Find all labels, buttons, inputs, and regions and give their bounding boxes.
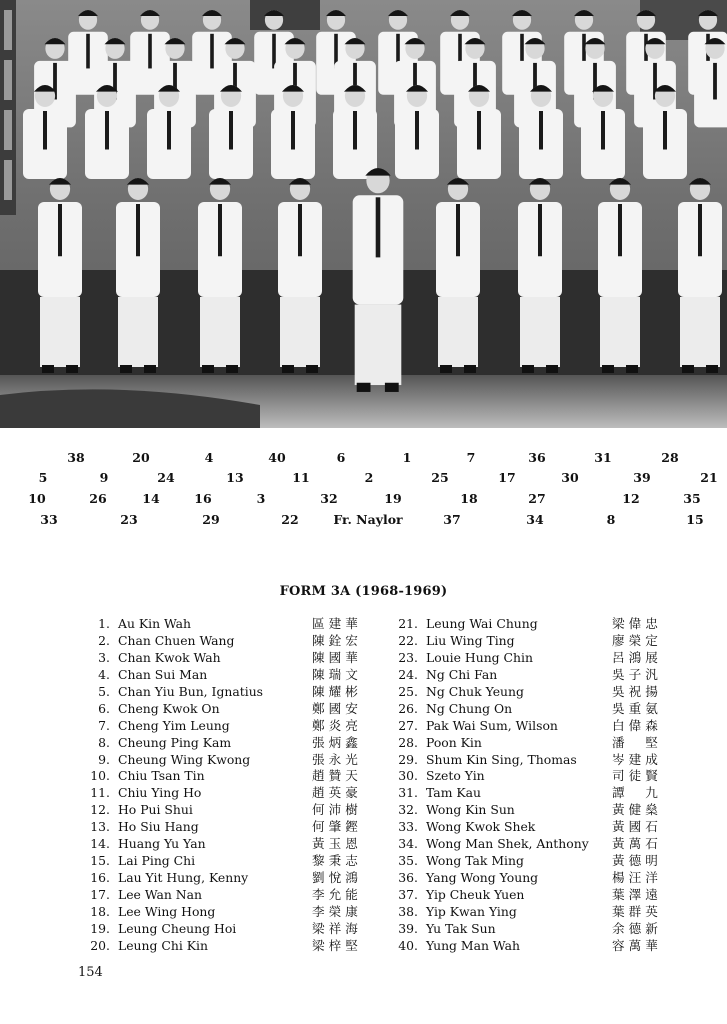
student-row [384, 701, 684, 718]
student-row [384, 887, 684, 904]
student-chinese-name: 廖榮定 [612, 632, 662, 648]
student-chinese-name: 黃玉恩 [312, 836, 362, 852]
student-chinese-name: 陳國華 [312, 649, 362, 665]
student-number: 17. [90, 887, 110, 902]
student-row [76, 785, 376, 802]
key-number: 10 [28, 491, 46, 506]
student-chinese-name: 梁祥海 [312, 920, 362, 936]
student-english-name: Chan Sui Man [118, 666, 208, 682]
student-chinese-name: 趙英豪 [312, 785, 362, 801]
student-english-name: Ng Chuk Yeung [426, 683, 524, 699]
key-number: 34 [526, 512, 544, 527]
photo-key [0, 440, 727, 540]
student-chinese-name: 張永光 [312, 751, 362, 767]
student-chinese-name: 余德新 [612, 920, 662, 936]
student-row [384, 633, 684, 650]
student-row [76, 752, 376, 769]
student-row [76, 718, 376, 735]
student-row [76, 938, 376, 955]
student-english-name: Cheng Kwok On [118, 700, 220, 716]
student-chinese-name: 張炳鑫 [312, 734, 362, 750]
student-english-name: Au Kin Wah [118, 616, 192, 631]
student-english-name: Lee Wing Hong [118, 903, 216, 919]
student-english-name: Chan Chuen Wang [118, 632, 235, 648]
student-chinese-name: 鄭國安 [312, 700, 362, 716]
student-chinese-name: 司徒賢 [612, 768, 662, 784]
student-row [76, 667, 376, 684]
student-row [76, 633, 376, 650]
student-chinese-name: 吳子汎 [612, 666, 662, 682]
student-chinese-name: 梁偉忠 [612, 616, 662, 631]
key-number: 24 [157, 470, 175, 485]
student-english-name: Poon Kin [426, 734, 482, 750]
student-english-name: Louie Hung Chin [426, 649, 533, 665]
student-number: 18. [90, 903, 110, 919]
student-chinese-name: 梁梓堅 [312, 937, 362, 953]
student-number: 19. [90, 920, 110, 936]
student-chinese-name: 楊汪洋 [612, 870, 662, 886]
student-number: 27. [398, 717, 418, 733]
student-number: 4. [98, 666, 110, 682]
student-english-name: Szeto Yin [426, 768, 485, 784]
student-row [384, 785, 684, 802]
student-english-name: Cheung Ping Kam [118, 734, 232, 750]
key-number: 11 [292, 470, 310, 485]
form-title: FORM 3A (1968-1969) [279, 584, 448, 599]
student-number: 24. [398, 666, 418, 682]
key-number: 25 [431, 470, 449, 485]
student-row [76, 921, 376, 938]
student-row [384, 802, 684, 819]
key-number: 38 [67, 450, 85, 465]
student-row [76, 802, 376, 819]
student-english-name: Wong Tak Ming [426, 853, 524, 869]
student-chinese-name: 何肇鏗 [312, 819, 362, 835]
student-english-name: Ho Pui Shui [118, 802, 193, 818]
student-chinese-name: 區建華 [312, 616, 362, 631]
key-number: 19 [384, 491, 402, 506]
key-number: 4 [204, 450, 214, 465]
student-number: 31. [398, 785, 418, 801]
student-row [384, 616, 684, 633]
student-row [384, 938, 684, 955]
student-chinese-name: 葉群英 [612, 903, 662, 919]
student-english-name: Lai Ping Chi [118, 853, 196, 869]
student-number: 29. [398, 751, 418, 767]
student-number: 33. [398, 819, 418, 835]
student-chinese-name: 呂鴻展 [612, 649, 662, 665]
student-chinese-name: 白偉森 [612, 717, 662, 733]
key-number: 26 [89, 491, 107, 506]
student-chinese-name: 吳祝揚 [612, 683, 662, 699]
student-number: 23. [398, 649, 418, 665]
student-chinese-name: 黎秉志 [312, 853, 362, 869]
key-number: 13 [226, 470, 244, 485]
student-chinese-name: 岑建成 [612, 751, 662, 767]
student-row [76, 819, 376, 836]
key-number: 15 [686, 512, 704, 527]
student-english-name: Cheung Wing Kwong [118, 751, 251, 767]
student-english-name: Tam Kau [426, 785, 482, 801]
student-row [76, 870, 376, 887]
student-english-name: Leung Chi Kin [118, 937, 208, 953]
key-number: 8 [606, 512, 616, 527]
student-chinese-name: 陳耀彬 [312, 683, 362, 699]
key-number: 37 [443, 512, 461, 527]
key-number: 39 [633, 470, 651, 485]
student-number: 20. [90, 937, 110, 953]
student-number: 14. [90, 836, 110, 852]
student-english-name: Shum Kin Sing, Thomas [426, 751, 577, 767]
student-number: 28. [398, 734, 418, 750]
student-number: 13. [90, 819, 110, 835]
key-number: 2 [364, 470, 374, 485]
student-number: 10. [90, 768, 110, 784]
student-chinese-name: 譚 九 [612, 785, 662, 801]
key-number: 14 [142, 491, 160, 506]
student-english-name: Chan Yiu Bun, Ignatius [118, 683, 264, 699]
student-chinese-name: 黃德明 [612, 853, 662, 869]
student-row [76, 768, 376, 785]
student-number: 1. [98, 616, 110, 631]
student-number: 21. [398, 616, 418, 631]
student-row [384, 768, 684, 785]
student-row [384, 921, 684, 938]
student-english-name: Pak Wai Sum, Wilson [426, 717, 558, 733]
student-row [384, 718, 684, 735]
student-number: 34. [398, 836, 418, 852]
student-chinese-name: 鄭炎亮 [312, 717, 362, 733]
key-number: 6 [336, 450, 346, 465]
student-english-name: Cheng Yim Leung [118, 717, 230, 733]
key-number: 1 [402, 450, 412, 465]
key-number: 23 [120, 512, 138, 527]
student-number: 11. [90, 785, 110, 801]
student-number: 37. [398, 887, 418, 902]
class-photo-image [0, 0, 727, 428]
student-english-name: Chan Kwok Wah [118, 649, 221, 665]
student-number: 38. [398, 903, 418, 919]
key-number: 5 [38, 470, 48, 485]
student-row [384, 667, 684, 684]
student-row [76, 887, 376, 904]
key-number: 33 [40, 512, 58, 527]
key-number: 35 [683, 491, 701, 506]
student-chinese-name: 潘 堅 [612, 734, 662, 750]
student-number: 30. [398, 768, 418, 784]
key-number: 27 [528, 491, 546, 506]
student-row [76, 836, 376, 853]
student-list-right [384, 616, 684, 955]
key-number: 21 [700, 470, 718, 485]
student-row [384, 904, 684, 921]
student-number: 32. [398, 802, 418, 818]
student-number: 40. [398, 937, 418, 953]
student-english-name: Lee Wan Nan [118, 887, 203, 902]
student-number: 22. [398, 632, 418, 648]
student-number: 26. [398, 700, 418, 716]
student-number: 5. [98, 683, 110, 699]
student-row [384, 836, 684, 853]
student-number: 35. [398, 853, 418, 869]
student-row [76, 853, 376, 870]
student-chinese-name: 趙贊天 [312, 768, 362, 784]
key-number: 7 [466, 450, 476, 465]
student-english-name: Wong Man Shek, Anthony [426, 836, 589, 852]
student-row [384, 684, 684, 701]
student-english-name: Ng Chi Fan [426, 666, 498, 682]
key-number: 17 [498, 470, 516, 485]
key-number: 12 [622, 491, 640, 506]
student-english-name: Leung Cheung Hoi [118, 920, 237, 936]
student-chinese-name: 黃健燊 [612, 802, 662, 818]
student-number: 9. [98, 751, 110, 767]
key-number: 16 [194, 491, 212, 506]
page-number: 154 [78, 965, 103, 980]
student-english-name: Huang Yu Yan [118, 836, 206, 852]
student-english-name: Yang Wong Young [426, 870, 539, 886]
key-number: 28 [661, 450, 679, 465]
student-english-name: Chiu Ying Ho [118, 785, 202, 801]
key-number: 40 [268, 450, 286, 465]
student-english-name: Wong Kin Sun [426, 802, 515, 818]
student-english-name: Leung Wai Chung [426, 616, 538, 631]
key-number: 32 [320, 491, 338, 506]
key-number: 36 [528, 450, 546, 465]
student-chinese-name: 吳重氨 [612, 700, 662, 716]
student-chinese-name: 葉澤遠 [612, 887, 662, 902]
key-number: 29 [202, 512, 220, 527]
student-number: 2. [98, 632, 110, 648]
key-number: 30 [561, 470, 579, 485]
student-english-name: Lau Yit Hung, Kenny [118, 870, 249, 886]
student-chinese-name: 李允能 [312, 887, 362, 902]
student-english-name: Ho Siu Hang [118, 819, 199, 835]
student-number: 7. [98, 717, 110, 733]
student-row [384, 650, 684, 667]
student-row [76, 904, 376, 921]
student-row [384, 853, 684, 870]
student-chinese-name: 劉悅鴻 [312, 870, 362, 886]
student-number: 8. [98, 734, 110, 750]
student-chinese-name: 黃國石 [612, 819, 662, 835]
student-chinese-name: 黃萬石 [612, 836, 662, 852]
student-row [76, 616, 376, 633]
student-english-name: Chiu Tsan Tin [118, 768, 205, 784]
key-number: 20 [132, 450, 150, 465]
student-list-left [76, 616, 376, 955]
student-row [384, 735, 684, 752]
student-number: 16. [90, 870, 110, 886]
student-number: 15. [90, 853, 110, 869]
student-chinese-name: 何沛樹 [312, 802, 362, 818]
student-number: 39. [398, 920, 418, 936]
student-row [384, 752, 684, 769]
student-row [76, 701, 376, 718]
student-row [76, 684, 376, 701]
student-english-name: Yu Tak Sun [426, 920, 496, 936]
student-english-name: Yip Kwan Ying [426, 903, 517, 919]
student-row [384, 870, 684, 887]
student-number: 12. [90, 802, 110, 818]
key-number: 31 [594, 450, 612, 465]
key-label-fr-naylor: Fr. Naylor [333, 512, 403, 527]
student-number: 25. [398, 683, 418, 699]
student-chinese-name: 李榮康 [312, 903, 362, 919]
key-number: 9 [99, 470, 109, 485]
student-chinese-name: 陳瑞文 [312, 666, 362, 682]
student-english-name: Ng Chung On [426, 700, 513, 716]
student-row [76, 735, 376, 752]
student-row [76, 650, 376, 667]
student-number: 36. [398, 870, 418, 886]
class-photo [0, 0, 727, 428]
student-row [384, 819, 684, 836]
student-number: 6. [98, 700, 110, 716]
key-number: 18 [460, 491, 478, 506]
student-chinese-name: 陳銓宏 [312, 632, 362, 648]
student-english-name: Wong Kwok Shek [426, 819, 536, 835]
student-chinese-name: 容萬華 [612, 937, 662, 953]
student-english-name: Yung Man Wah [426, 937, 520, 953]
student-english-name: Liu Wing Ting [426, 632, 515, 648]
key-number: 3 [256, 491, 266, 506]
key-number: 22 [281, 512, 299, 527]
student-number: 3. [98, 649, 110, 665]
student-english-name: Yip Cheuk Yuen [426, 887, 525, 902]
